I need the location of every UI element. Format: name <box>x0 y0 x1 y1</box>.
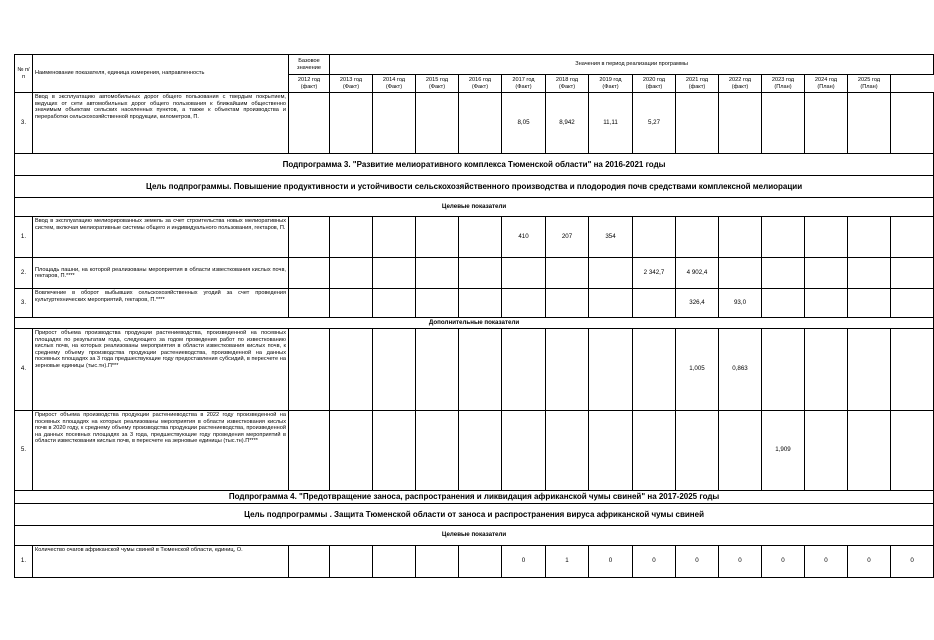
subprogram-3-goal-row <box>15 176 934 198</box>
subprogram-4-goal: Цель подпрограммы . Защита Тюменской области от заноса и распространения вируса африканской чумы свиней <box>15 504 934 526</box>
value-cell <box>762 93 805 154</box>
value-cell <box>805 217 848 258</box>
target-indicators-label: Целевые показатели <box>15 526 934 546</box>
value-cell <box>719 258 762 289</box>
row-number: 5. <box>15 411 33 491</box>
row-number: 3. <box>15 93 33 154</box>
value-cell: 326,4 <box>676 289 719 318</box>
additional-indicators-row <box>15 318 934 329</box>
indicator-name: Прирост объема производства продукции растениеводства, произведенной на посевных площадях по результатам года, следующего за годом проведения работ по известкованию кислых почв, на которых реализованы мероприятия в области известкования кислых почв, к среднему объему производства продукции растениеводства, произведенной на данных посевных площадях за 3 года предшествующие году предоставления субсидий, в пересчете на зерновые единицы (тыс.тн).П*** <box>33 329 289 411</box>
value-cell: 410 <box>502 217 546 258</box>
header-year: 2012 год (факт) <box>289 75 330 93</box>
value-cell <box>330 93 373 154</box>
value-cell: 0,863 <box>719 329 762 411</box>
value-cell: 207 <box>546 217 589 258</box>
value-cell <box>546 258 589 289</box>
value-cell <box>848 93 891 154</box>
value-cell: 8,942 <box>546 93 589 154</box>
value-cell: 2 342,7 <box>633 258 676 289</box>
value-cell <box>416 329 459 411</box>
value-cell: 0 <box>805 546 848 578</box>
value-cell <box>416 217 459 258</box>
value-cell <box>848 329 891 411</box>
value-cell <box>805 411 848 491</box>
value-cell <box>330 329 373 411</box>
value-cell: 0 <box>589 546 633 578</box>
value-cell <box>502 289 546 318</box>
value-cell <box>459 217 502 258</box>
table-row <box>15 411 934 491</box>
row-number: 4. <box>15 329 33 411</box>
value-cell <box>848 289 891 318</box>
header-row-1 <box>15 55 934 75</box>
value-cell <box>589 258 633 289</box>
value-cell: 0 <box>762 546 805 578</box>
additional-indicators-label: Дополнительные показатели <box>15 318 934 329</box>
header-year: 2018 год (Факт) <box>546 75 589 93</box>
value-cell <box>502 411 546 491</box>
table-row <box>15 93 934 154</box>
value-cell: 0 <box>633 546 676 578</box>
indicator-name: Ввод в эксплуатацию автомобильных дорог общего пользования с твердым покрытием, ведущих от сети автомобильных дорог общего пользования к ближайшим общественно значимым объектам сельских населенных пунктов, а также к объектам производства и переработки сельскохозяйственной продукции, километров, П. <box>33 93 289 154</box>
table-row <box>15 258 934 289</box>
value-cell <box>459 93 502 154</box>
value-cell <box>502 258 546 289</box>
target-indicators-label: Целевые показатели <box>15 198 934 217</box>
value-cell <box>416 546 459 578</box>
value-cell <box>546 329 589 411</box>
value-cell: 1 <box>546 546 589 578</box>
header-year: 2014 год (Факт) <box>373 75 416 93</box>
header-year: 2016 год (Факт) <box>459 75 502 93</box>
base-value <box>289 93 330 154</box>
indicator-name: Ввод в эксплуатацию мелиорированных земель за счет строительства новых мелиоративных систем, включая мелиоративные системы общего и индивидуального пользования, гектаров, П. <box>33 217 289 258</box>
subprogram-3-goal: Цель подпрограммы. Повышение продуктивности и устойчивости сельскохозяйственного производства и плодородия почв средствами комплексной мелиорации <box>15 176 934 198</box>
row-number: 3. <box>15 289 33 318</box>
value-cell: 5,27 <box>633 93 676 154</box>
header-base: Базовое значение <box>289 55 330 75</box>
value-cell: 1,005 <box>676 329 719 411</box>
value-cell <box>676 93 719 154</box>
value-cell <box>373 329 416 411</box>
value-cell <box>848 411 891 491</box>
value-cell <box>416 289 459 318</box>
value-cell <box>719 411 762 491</box>
value-cell <box>891 258 934 289</box>
value-cell <box>762 217 805 258</box>
target-indicators-row <box>15 198 934 217</box>
value-cell: 11,11 <box>589 93 633 154</box>
value-cell <box>805 93 848 154</box>
value-cell <box>633 289 676 318</box>
value-cell: 0 <box>848 546 891 578</box>
header-name: Наименование показателя, единица измерения, направленность <box>33 55 289 93</box>
header-year: 2024 год (План) <box>805 75 848 93</box>
subprogram-3-title-row <box>15 154 934 176</box>
header-num: № п/п <box>15 55 33 93</box>
value-cell <box>805 329 848 411</box>
value-cell <box>546 289 589 318</box>
value-cell <box>719 93 762 154</box>
value-cell <box>848 258 891 289</box>
value-cell <box>373 93 416 154</box>
row-number: 1. <box>15 546 33 578</box>
value-cell <box>762 258 805 289</box>
value-cell <box>891 289 934 318</box>
target-indicators-row <box>15 526 934 546</box>
header-year: 2020 год (факт) <box>633 75 676 93</box>
value-cell <box>330 546 373 578</box>
indicator-name: Вовлечение в оборот выбывших сельскохозяйственных угодий за счет проведения культуртехнических мероприятий, гектаров, П.**** <box>33 289 289 318</box>
header-year: 2021 год (факт) <box>676 75 719 93</box>
value-cell <box>459 329 502 411</box>
value-cell: 8,05 <box>502 93 546 154</box>
base-value <box>289 217 330 258</box>
value-cell <box>502 329 546 411</box>
header-year: 2025 год (План) <box>848 75 891 93</box>
value-cell: 0 <box>676 546 719 578</box>
value-cell: 1,909 <box>762 411 805 491</box>
value-cell <box>373 217 416 258</box>
indicator-name: Площадь пашни, на которой реализованы мероприятия в области известкования кислых почв, гектаров, П.**** <box>33 258 289 289</box>
base-value <box>289 258 330 289</box>
header-year: 2019 год (Факт) <box>589 75 633 93</box>
indicators-table <box>14 54 934 578</box>
value-cell <box>762 289 805 318</box>
value-cell <box>459 258 502 289</box>
value-cell: 354 <box>589 217 633 258</box>
table-row <box>15 329 934 411</box>
row-number: 1. <box>15 217 33 258</box>
value-cell <box>633 329 676 411</box>
value-cell <box>676 411 719 491</box>
value-cell <box>330 217 373 258</box>
value-cell <box>459 289 502 318</box>
value-cell <box>762 329 805 411</box>
subprogram-4-goal-row <box>15 504 934 526</box>
row-number: 2. <box>15 258 33 289</box>
value-cell <box>373 289 416 318</box>
value-cell <box>589 289 633 318</box>
value-cell <box>719 217 762 258</box>
value-cell <box>373 411 416 491</box>
indicator-name: Количество очагов африканской чумы свиней в Тюменской области, единиц, О. <box>33 546 289 578</box>
value-cell <box>805 289 848 318</box>
header-year: 2015 год (Факт) <box>416 75 459 93</box>
value-cell <box>416 411 459 491</box>
header-year: 2017 год (Факт) <box>502 75 546 93</box>
value-cell <box>891 329 934 411</box>
value-cell <box>416 93 459 154</box>
value-cell <box>546 411 589 491</box>
base-value <box>289 546 330 578</box>
value-cell <box>633 217 676 258</box>
header-year: 2022 год (факт) <box>719 75 762 93</box>
value-cell <box>459 411 502 491</box>
header-year: 2013 год (Факт) <box>330 75 373 93</box>
value-cell <box>848 217 891 258</box>
value-cell <box>373 258 416 289</box>
value-cell <box>373 546 416 578</box>
value-cell: 0 <box>891 546 934 578</box>
value-cell <box>805 258 848 289</box>
subprogram-4-title-row <box>15 491 934 504</box>
value-cell <box>589 411 633 491</box>
value-cell <box>330 289 373 318</box>
base-value <box>289 411 330 491</box>
base-value <box>289 289 330 318</box>
value-cell: 4 902,4 <box>676 258 719 289</box>
base-value <box>289 329 330 411</box>
indicators-page <box>14 54 914 578</box>
value-cell <box>589 329 633 411</box>
value-cell <box>891 217 934 258</box>
subprogram-4-title: Подпрограмма 4. "Предотвращение заноса, распространения и ликвидация африканской чумы свиней" на 2017-2025 годы <box>15 491 934 504</box>
value-cell <box>633 411 676 491</box>
value-cell: 0 <box>502 546 546 578</box>
header-year: 2023 год (План) <box>762 75 805 93</box>
subprogram-3-title: Подпрограмма 3. "Развитие мелиоративного комплекса Тюменской области" на 2016-2021 годы <box>15 154 934 176</box>
value-cell: 93,0 <box>719 289 762 318</box>
table-row <box>15 217 934 258</box>
value-cell <box>416 258 459 289</box>
value-cell <box>891 411 934 491</box>
indicator-name: Прирост объема производства продукции растениеводства в 2022 году произведенной на посевных площадях на которых реализованы мероприятия в области известкования кислых почв в 2020 году, к среднему объему производства продукции растениеводства, произведенной на данных посевных площадях за 3 года, предшествующие году проведения мероприятий в области известкования кислых почв, в пересчете на зерновые единицы (тыс.тн).П**** <box>33 411 289 491</box>
table-row <box>15 289 934 318</box>
value-cell: 0 <box>719 546 762 578</box>
value-cell <box>330 411 373 491</box>
header-period: Значения в период реализации программы <box>330 55 934 75</box>
table-row <box>15 546 934 578</box>
value-cell <box>459 546 502 578</box>
value-cell <box>891 93 934 154</box>
value-cell <box>330 258 373 289</box>
value-cell <box>676 217 719 258</box>
